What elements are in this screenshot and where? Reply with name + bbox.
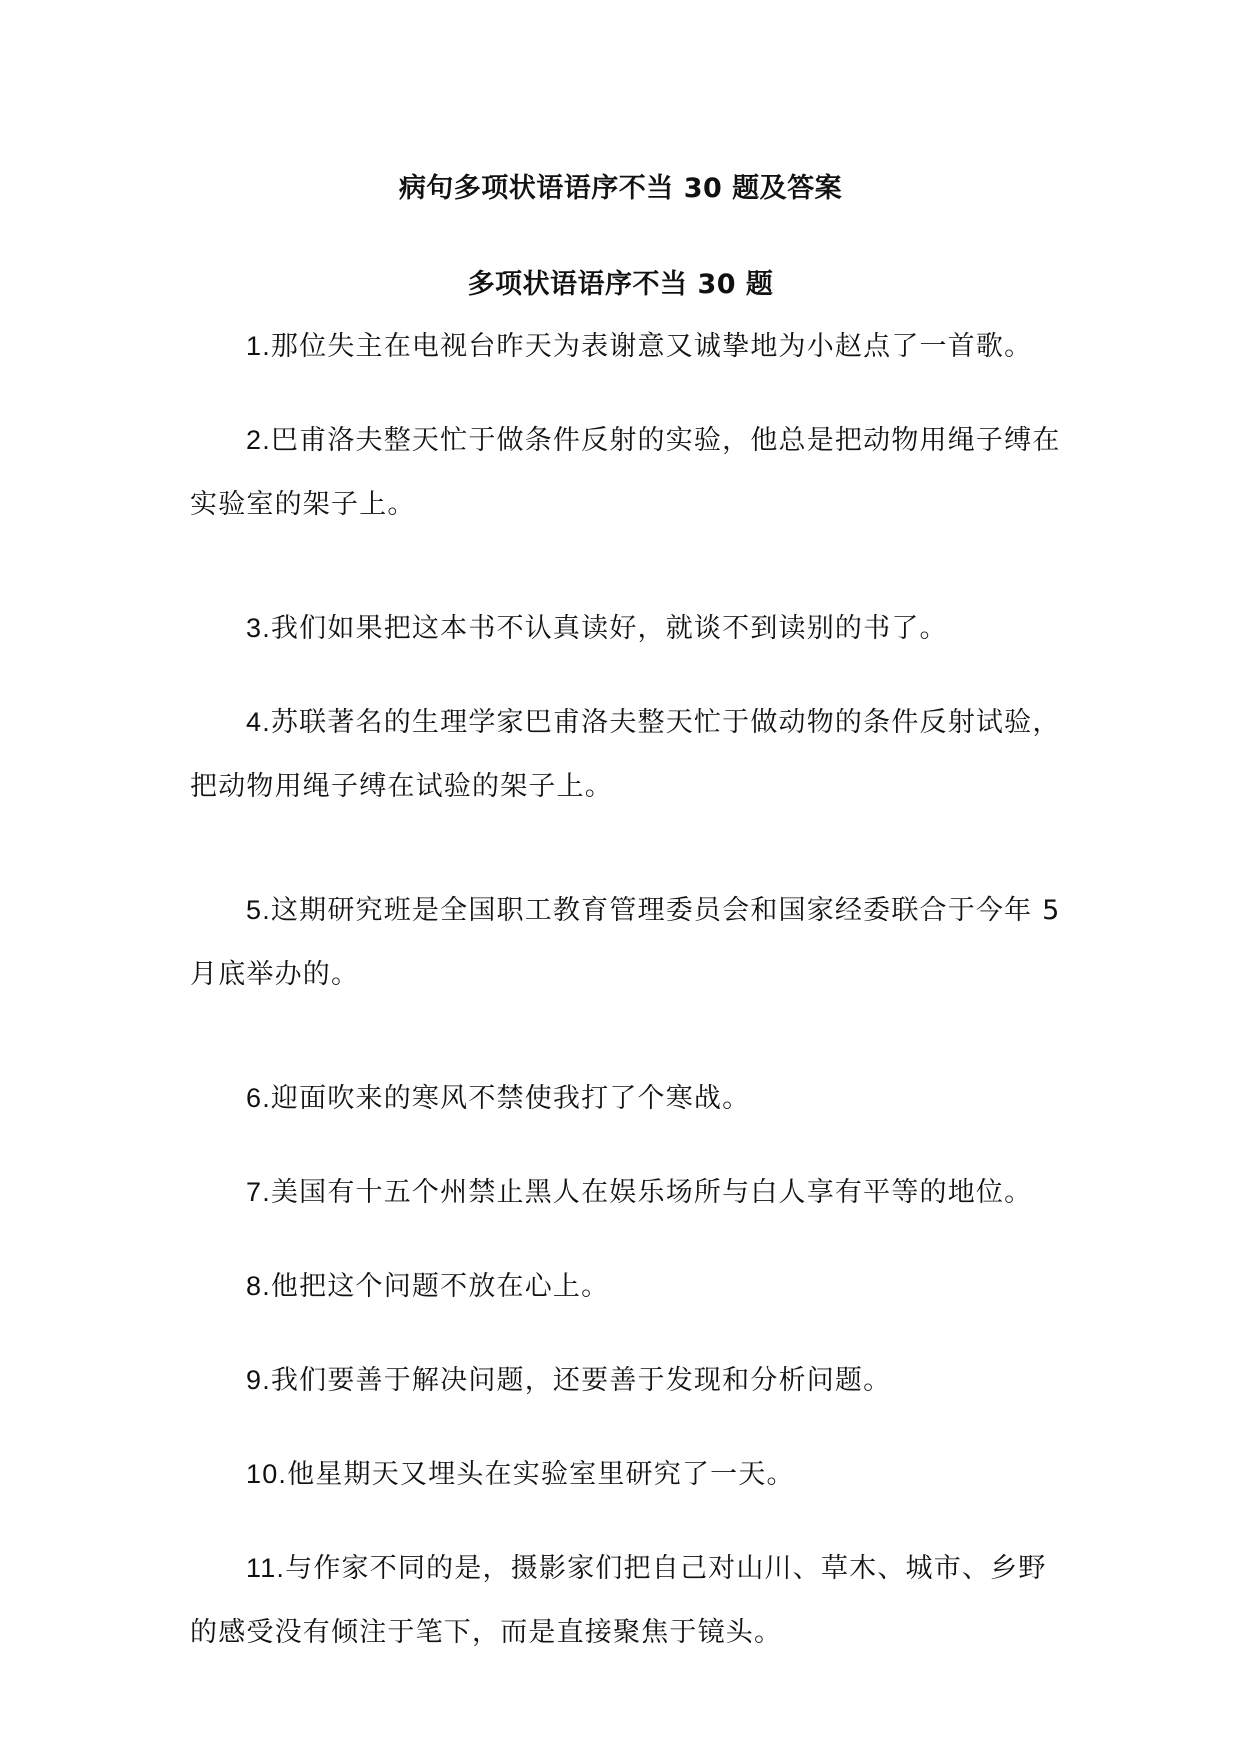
question-number: 1. (246, 331, 271, 361)
question-number: 7. (246, 1177, 271, 1207)
question-text: 那位失主在电视台昨天为表谢意又诚挚地为小赵点了一首歌。 (270, 331, 1033, 362)
question-text: 迎面吹来的寒风不禁使我打了个寒战。 (270, 1083, 751, 1114)
question-number: 8. (246, 1271, 271, 1301)
question-item (190, 408, 1070, 537)
question-item (190, 1254, 1070, 1319)
question-text: 我们要善于解决问题，还要善于发现和分析问题。 (270, 1365, 892, 1396)
question-item (190, 1536, 1070, 1665)
question-text: 我们如果把这本书不认真读好，就谈不到读别的书了。 (270, 613, 948, 644)
question-number: 4. (246, 707, 271, 737)
question-number: 9. (246, 1365, 271, 1395)
question-item (190, 1442, 1070, 1507)
question-text: 这期研究班是全国职工教育管理委员会和国家经委联合于今年 5 月底举办的。 (190, 895, 1061, 990)
question-item (190, 690, 1070, 819)
question-text: 美国有十五个州禁止黑人在娱乐场所与白人享有平等的地位。 (270, 1177, 1033, 1208)
question-number: 5. (246, 895, 271, 925)
question-text: 他把这个问题不放在心上。 (270, 1271, 610, 1302)
document-title: 病句多项状语语序不当 30 题及答案 (398, 173, 843, 204)
question-number: 6. (246, 1083, 271, 1113)
question-text: 与作家不同的是，摄影家们把自己对山川、草木、城市、乡野的感受没有倾注于笔下，而是直接聚焦于镜头。 (190, 1553, 1047, 1648)
question-number: 11. (246, 1553, 286, 1583)
question-item (190, 314, 1070, 379)
question-item (190, 1066, 1070, 1131)
question-text: 他星期天又埋头在实验室里研究了一天。 (287, 1459, 795, 1490)
question-text: 巴甫洛夫整天忙于做条件反射的实验，他总是把动物用绳子缚在实验室的架子上。 (190, 425, 1061, 520)
question-item (190, 1348, 1070, 1413)
question-number: 10. (246, 1459, 288, 1489)
question-item (190, 878, 1070, 1007)
question-number: 3. (246, 613, 271, 643)
document-subtitle: 多项状语语序不当 30 题 (467, 269, 774, 300)
question-item (190, 596, 1070, 661)
question-item (190, 1160, 1070, 1225)
question-number: 2. (246, 425, 271, 455)
question-text: 苏联著名的生理学家巴甫洛夫整天忙于做动物的条件反射试验，把动物用绳子缚在试验的架子上。 (190, 707, 1061, 802)
